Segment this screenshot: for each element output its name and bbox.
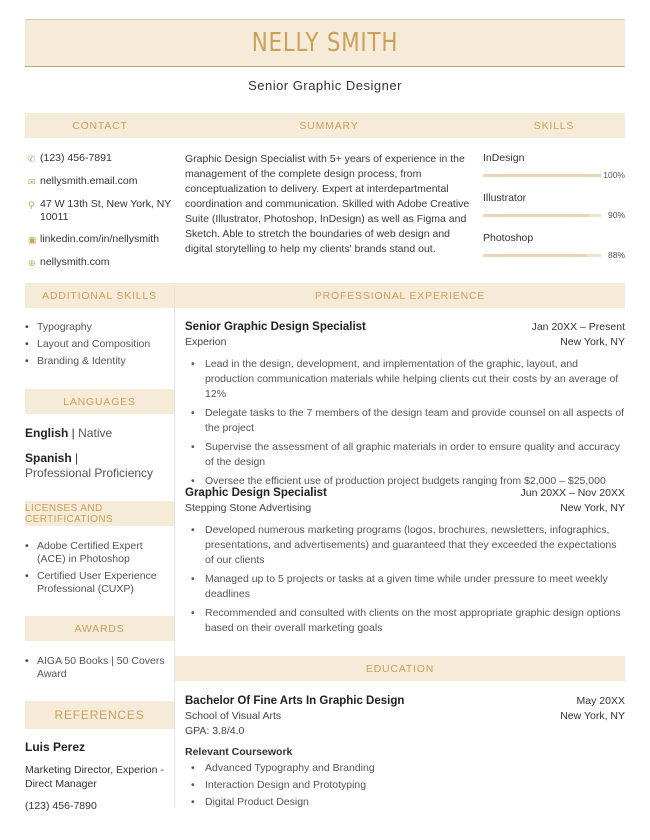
job-entry-title: Senior Graphic Design Specialist [185,321,366,333]
language-separator: | [68,426,79,440]
skill-bar [483,254,601,257]
skill-bar [483,174,601,177]
list-item: • Supervise the assessment of all graphic materials in order to ensure quality and accuracy of the design [185,440,625,470]
references-heading: REFERENCES [25,701,174,729]
list-item: • Delegate tasks to the 7 members of the design team and provide counsel on all aspects of the project [185,406,625,436]
education-date: May 20XX [576,695,625,707]
list-item: • Typography [25,321,170,334]
language-separator: | [71,451,79,465]
job-entry-bullets [185,357,625,489]
email-icon: ✉ [28,177,36,187]
languages-heading: LANGUAGES [25,389,174,414]
skills-list [483,152,625,272]
awards-heading: AWARDS [25,616,174,641]
contact-list [28,152,178,279]
education-gpa: GPA: 3.8/4.0 [185,725,245,737]
reference-name: Luis Perez [25,740,86,754]
education-school: School of Visual Arts [185,710,282,722]
contact-email-text: nellysmith.email.com [40,175,138,187]
skill-item [483,192,625,232]
additional-skills-heading: ADDITIONAL SKILLS [25,283,174,308]
list-item: • Oversee the efficient use of production project budgets ranging from $2,000 – $25,000 [185,474,625,489]
contact-website[interactable] [28,256,178,270]
language-level: Native [78,426,113,440]
summary-text: Graphic Design Specialist with 5+ years of experience in the management of the complete design process, from conceptualization to delivery. Expert at interdepartmental coordination and communication. Skilled with Adobe Creative Suite (Illustrator, Photoshop, InDesign) as well as Figma and Sketch. Able to stretch the boundaries of web design and digital storytelling to help my clients' brands stand out. [185,153,470,255]
job-entry-dates: Jun 20XX – Nov 20XX [520,487,625,499]
job-title: Senior Graphic Designer [248,78,402,93]
skills-heading: SKILLS [483,113,625,138]
globe-icon: ⊕ [28,258,36,268]
reference-phone: (123) 456-7890 [25,800,97,812]
job-entry-company: Stepping Stone Advertising [185,502,312,514]
list-item: • Recommended and consulted with clients on the most appropriate graphic design options based on their overall marketing goals [185,606,625,636]
skill-name: InDesign [483,152,525,164]
education-degree: Bachelor Of Fine Arts In Graphic Design [185,695,405,707]
reference-role: Marketing Director, Experion - Direct Manager [25,764,164,790]
list-item: • Layout and Composition [25,338,170,351]
header-band [25,19,625,67]
experience-heading: PROFESSIONAL EXPERIENCE [175,283,625,308]
summary-heading: SUMMARY [175,113,483,138]
linkedin-icon: ▣ [28,235,37,245]
education-heading: EDUCATION [175,656,625,681]
licenses-list [25,540,170,600]
list-item: • Managed up to 5 projects or tasks at a given time while under pressure to meet weekly deadlines [185,572,625,602]
language-item [25,426,112,441]
contact-website-text: nellysmith.com [40,256,110,268]
job-entry-title: Graphic Design Specialist [185,487,327,499]
additional-skills-list [25,321,170,372]
contact-linkedin[interactable] [28,233,178,247]
contact-heading: CONTACT [25,113,175,138]
skill-name: Illustrator [483,192,527,204]
contact-address-text: 47 W 13th St, New York, NY 10011 [40,198,172,223]
education-location: New York, NY [560,710,625,722]
skill-item [483,152,625,192]
list-item: • Developed numerous marketing programs (logos, brochures, newsletters, infographics, presentations, and advertisements) and guaranteed that they exceeded the expectations of our clients [185,523,625,568]
contact-email[interactable] [28,175,178,189]
skill-bar-fill [483,214,589,217]
job-entry-location: New York, NY [560,502,625,514]
skill-percent: 100% [603,170,625,180]
candidate-name: NELLY SMITH [251,28,399,58]
column-divider [174,283,175,808]
list-item: • Adobe Certified Expert (ACE) in Photoshop [25,540,170,566]
skill-bar-fill [483,254,587,257]
list-item: • Digital Product Design [185,794,625,811]
location-icon: ⚲ [28,200,35,210]
job-entry-location: New York, NY [560,336,625,348]
list-item: • Interaction Design and Prototyping [185,777,625,794]
licenses-heading: LICENSES AND CERTIFICATIONS [25,501,174,526]
skill-bar-fill [483,174,601,177]
contact-phone-text: (123) 456-7891 [40,152,112,164]
skill-name: Photoshop [483,232,534,244]
list-item: • Advanced Typography and Branding [185,760,625,777]
list-item: • Lead in the design, development, and implementation of the graphic, layout, and production communication materials while helping clients cut their costs by an average of 12% [185,357,625,402]
coursework-label: Relevant Coursework [185,746,293,758]
list-item: • Certified User Experience Professional (CUXP) [25,570,170,596]
skill-percent: 88% [607,250,625,260]
skill-percent: 90% [607,210,625,220]
job-entry-bullets [185,523,625,636]
contact-phone[interactable] [28,152,178,166]
coursework-list [185,760,625,811]
experience-entry [185,320,625,493]
language-name: Spanish [25,451,72,465]
job-entry-dates: Jan 20XX – Present [531,321,625,333]
skill-item [483,232,625,272]
job-entry-company: Experion [185,336,227,348]
list-item: • AIGA 50 Books | 50 Covers Award [25,655,170,681]
experience-entry [185,486,625,640]
language-name: English [25,426,69,440]
phone-icon: ✆ [28,154,36,164]
language-item [25,451,153,481]
list-item: • Branding & Identity [25,355,170,368]
language-level: Professional Proficiency [25,466,154,480]
contact-address [28,198,178,224]
education-entry [185,694,625,811]
awards-list [25,655,170,685]
skill-bar [483,214,601,217]
contact-linkedin-text: linkedin.com/in/nellysmith [40,233,160,245]
